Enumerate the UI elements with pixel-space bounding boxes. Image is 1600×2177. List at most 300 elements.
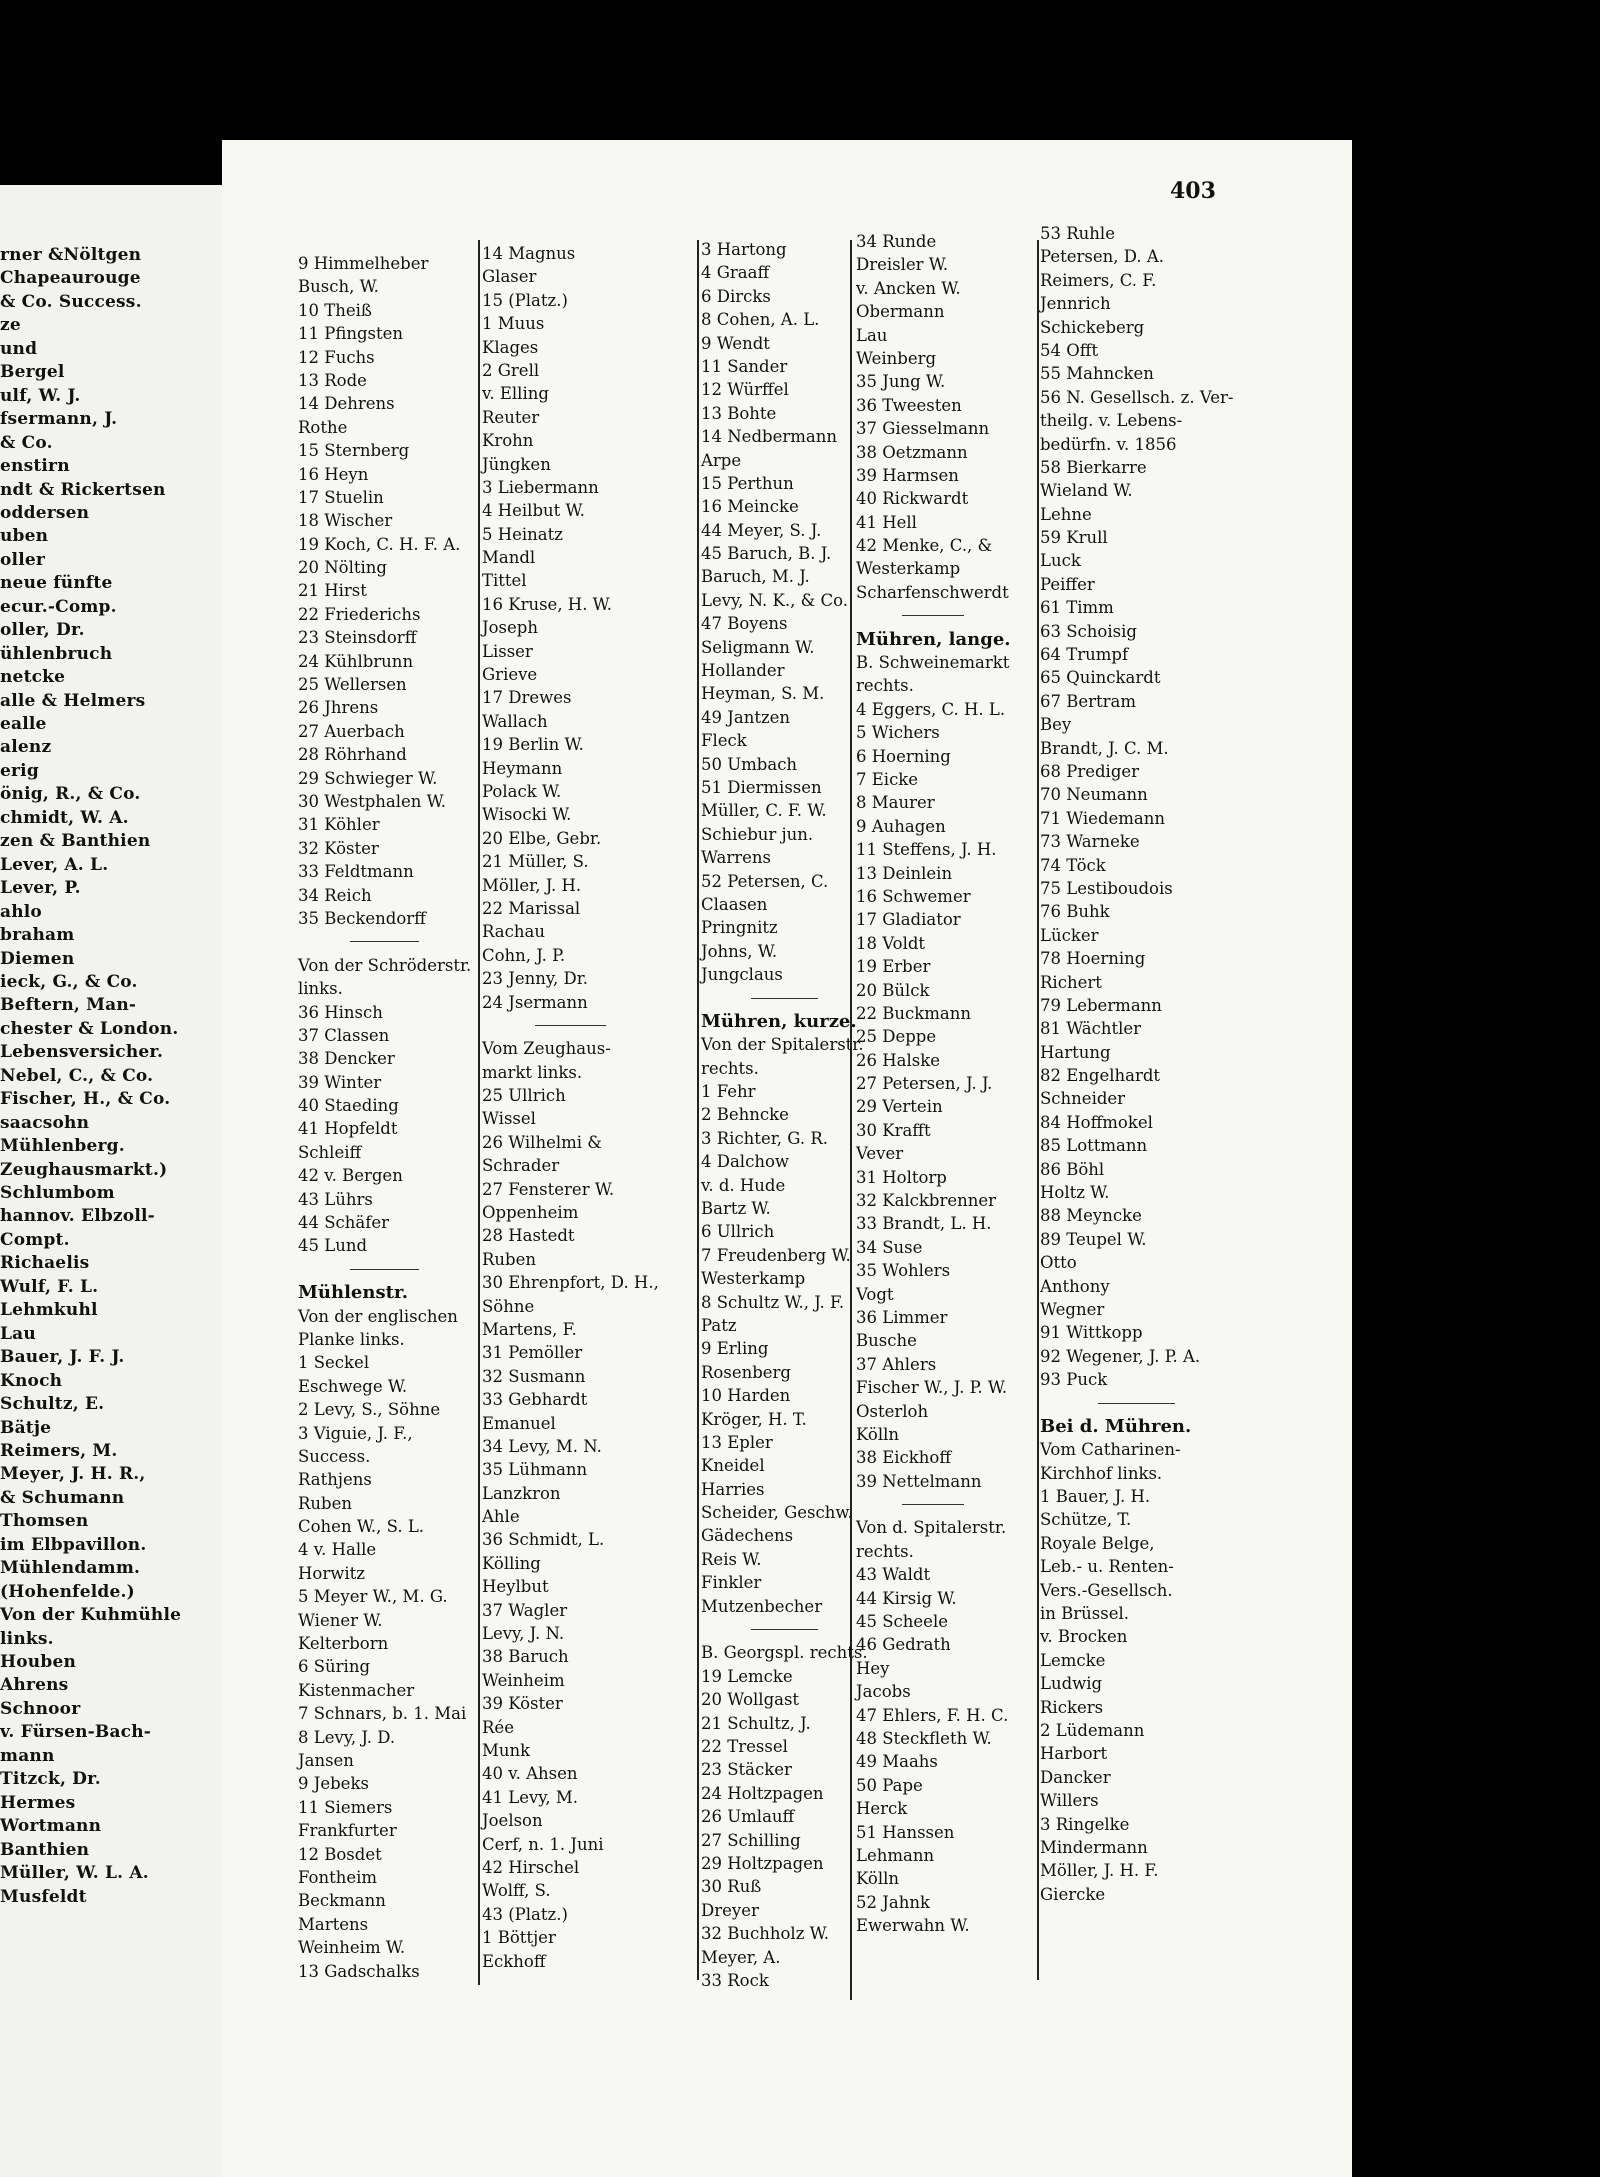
directory-entry: Weinberg <box>856 348 937 368</box>
directory-entry: Levy, N. K., & Co. <box>701 590 849 610</box>
directory-entry: Joseph <box>482 618 538 638</box>
left-page-line: neue fünfte <box>0 573 113 594</box>
left-page-line: Knoch <box>0 1370 63 1391</box>
left-page-line: zen & Banthien <box>0 831 151 852</box>
directory-entry: 10 Harden <box>701 1386 791 1406</box>
directory-entry: 13 Deinlein <box>856 863 953 883</box>
directory-entry: Von der englischen <box>298 1306 458 1326</box>
directory-entry: 18 Wischer <box>298 511 393 531</box>
directory-entry: Johns, W. <box>701 941 778 961</box>
left-page-line: & Schumann <box>0 1487 125 1508</box>
directory-entry: Klages <box>482 337 539 357</box>
directory-entry: 42 v. Bergen <box>298 1166 403 1186</box>
left-page-line: Lehmkuhl <box>0 1300 98 1321</box>
directory-entry: 26 Wilhelmi & <box>482 1132 602 1152</box>
left-page-line: hannov. Elbzoll- <box>0 1206 155 1227</box>
directory-entry: 28 Röhrhand <box>298 745 407 765</box>
directory-entry: bedürfn. v. 1856 <box>1040 434 1177 454</box>
directory-entry: 18 Voldt <box>856 933 926 953</box>
directory-entry: 43 (Platz.) <box>482 1904 568 1924</box>
directory-entry: 36 Schmidt, L. <box>482 1530 605 1550</box>
directory-entry: 4 Graaff <box>701 263 770 283</box>
directory-entry: 22 Tressel <box>701 1737 788 1756</box>
directory-entry: Reuter <box>482 407 540 427</box>
directory-entry: 45 Lund <box>298 1236 368 1256</box>
directory-entry: 89 Teupel W. <box>1040 1229 1147 1249</box>
left-page-line: ühlenbruch <box>0 643 113 664</box>
directory-entry: Rathjens <box>298 1470 372 1490</box>
left-page-line: Mühlendamm. <box>0 1558 141 1579</box>
directory-entry: Lanzkron <box>482 1483 561 1503</box>
left-page-line: fsermann, J. <box>0 409 118 430</box>
directory-entry: Otto <box>1040 1253 1077 1273</box>
directory-entry: 14 Nedbermann <box>701 427 837 447</box>
directory-entry: 38 Dencker <box>298 1049 395 1069</box>
directory-entry: Baruch, M. J. <box>701 567 810 587</box>
directory-entry: 3 Viguie, J. F., <box>298 1423 413 1443</box>
directory-entry: 11 Pfingsten <box>298 324 404 344</box>
directory-entry: Harbort <box>1040 1744 1108 1764</box>
directory-entry: Hartung <box>1040 1042 1111 1062</box>
directory-entry: Vogt <box>856 1284 894 1304</box>
directory-entry: 23 Steinsdorff <box>298 628 417 648</box>
directory-entry: Möller, J. H. F. <box>1040 1861 1159 1881</box>
directory-entry: Success. <box>298 1446 371 1466</box>
directory-entry: 7 Eicke <box>856 769 919 789</box>
directory-entry: 1 Fehr <box>701 1082 756 1102</box>
directory-entry: 16 Kruse, H. W. <box>482 594 613 614</box>
directory-entry: Mandl <box>482 548 536 568</box>
directory-entry: links. <box>298 979 343 999</box>
directory-entry: Westerkamp <box>856 559 961 579</box>
directory-entry: 24 Jsermann <box>482 992 588 1012</box>
directory-entry: Petersen, D. A. <box>1040 247 1165 267</box>
left-page-line: ndt & Rickertsen <box>0 479 166 500</box>
directory-entry: 58 Bierkarre <box>1040 457 1147 477</box>
left-page-line: Nebel, C., & Co. <box>0 1065 154 1086</box>
directory-entry: Schütze, T. <box>1040 1510 1132 1530</box>
directory-entry: v. Elling <box>482 384 549 404</box>
directory-entry: 47 Boyens <box>701 614 788 634</box>
left-page-line: Titzck, Dr. <box>0 1769 101 1790</box>
directory-entry: 52 Jahnk <box>856 1892 930 1912</box>
directory-entry: Scharfenschwerdt <box>856 582 1009 602</box>
directory-entry: Reis W. <box>701 1549 762 1569</box>
directory-entry: 79 Lebermann <box>1040 995 1162 1015</box>
directory-entry: 7 Freudenberg W. <box>701 1245 851 1265</box>
left-page-line: im Elbpavillon. <box>0 1534 147 1555</box>
left-page-line: Lever, P. <box>0 878 81 899</box>
directory-entry: Wallach <box>482 711 548 731</box>
left-page-line: rner &Nöltgen <box>0 245 142 265</box>
directory-entry: Grieve <box>482 665 538 685</box>
directory-entry: Kelterborn <box>298 1634 389 1654</box>
left-page-line: Zeughausmarkt.) <box>0 1159 168 1180</box>
directory-entry: 50 Pape <box>856 1775 923 1795</box>
directory-entry: 34 Suse <box>856 1237 923 1257</box>
left-page-line: Fischer, H., & Co. <box>0 1089 171 1110</box>
left-page-line: ze <box>0 315 21 336</box>
directory-entry: Schneider <box>1040 1089 1126 1109</box>
left-page-line: Musfeldt <box>0 1886 87 1907</box>
directory-entry: 40 v. Ahsen <box>482 1764 578 1784</box>
directory-entry: 15 Perthun <box>701 473 794 493</box>
directory-entry: 1 Muus <box>482 314 545 334</box>
directory-entry: Schleiff <box>298 1142 362 1162</box>
directory-entry: 34 Runde <box>856 232 937 251</box>
directory-entry: Levy, J. N. <box>482 1624 565 1644</box>
directory-entry: 35 Wohlers <box>856 1261 951 1281</box>
directory-entry: Jungclaus <box>701 965 783 985</box>
directory-entry: 29 Schwieger W. <box>298 768 438 788</box>
directory-entry: Eckhoff <box>482 1951 546 1971</box>
directory-entry: 44 Kirsig W. <box>856 1588 957 1608</box>
directory-entry: 3 Hartong <box>701 240 787 259</box>
directory-entry: Schickeberg <box>1040 317 1145 337</box>
left-page-line: Wortmann <box>0 1816 102 1837</box>
directory-entry: v. Brocken <box>1040 1627 1128 1647</box>
directory-entry: Vers.-Gesellsch. <box>1040 1580 1173 1600</box>
directory-entry: Scheider, Geschw. <box>701 1503 853 1523</box>
directory-entry: Harries <box>701 1479 765 1499</box>
directory-entry: 26 Halske <box>856 1050 940 1070</box>
directory-entry: 33 Feldtmann <box>298 862 414 882</box>
directory-entry: Emanuel <box>482 1413 556 1433</box>
left-page-line: Bergel <box>0 362 65 383</box>
directory-entry: Lehmann <box>856 1845 935 1865</box>
directory-entry: 36 Tweesten <box>856 395 962 415</box>
directory-entry: 33 Brandt, L. H. <box>856 1214 992 1234</box>
left-page-line: Meyer, J. H. R., <box>0 1464 146 1485</box>
directory-entry: Finkler <box>701 1573 762 1593</box>
directory-entry: Mindermann <box>1040 1837 1148 1857</box>
directory-entry: 13 Rode <box>298 370 367 390</box>
directory-entry: 26 Umlauff <box>701 1807 795 1827</box>
directory-entry: 20 Elbe, Gebr. <box>482 828 602 848</box>
directory-entry: 43 Lührs <box>298 1189 373 1209</box>
directory-entry: 30 Westphalen W. <box>298 791 446 811</box>
directory-entry: 13 Gadschalks <box>298 1961 420 1981</box>
directory-entry: 13 Epler <box>701 1432 773 1452</box>
directory-entry: 38 Oetzmann <box>856 442 968 462</box>
directory-entry: 29 Vertein <box>856 1097 943 1117</box>
directory-entry: Herck <box>856 1799 908 1819</box>
directory-entry: 15 (Platz.) <box>482 290 568 310</box>
left-page-line: braham <box>0 925 75 946</box>
section-divider <box>856 1493 1011 1516</box>
left-page-line: mann <box>0 1745 55 1766</box>
left-page-line: ealle <box>0 714 47 734</box>
directory-entry: 40 Staeding <box>298 1096 399 1116</box>
left-page-line: oddersen <box>0 502 90 523</box>
directory-entry: Vever <box>856 1144 904 1164</box>
directory-entry: 44 Meyer, S. J. <box>701 520 822 540</box>
left-page-line: Schlumbom <box>0 1183 115 1203</box>
directory-entry: 27 Auerbach <box>298 721 405 741</box>
directory-entry: Kölln <box>856 1869 899 1889</box>
directory-entry: 30 Ruß <box>701 1877 762 1897</box>
directory-entry: 93 Puck <box>1040 1370 1108 1390</box>
column-rule-2 <box>697 240 699 1980</box>
directory-entry: Reimers, C. F. <box>1040 270 1157 290</box>
directory-entry: Kirchhof links. <box>1040 1463 1163 1483</box>
directory-entry: 65 Quinckardt <box>1040 668 1161 688</box>
directory-entry: 33 Rock <box>701 1970 769 1990</box>
directory-entry: Vom Zeughaus- <box>482 1039 611 1059</box>
directory-entry: 19 Erber <box>856 957 931 977</box>
left-page-line: oller <box>0 549 46 570</box>
directory-entry: Holtz W. <box>1040 1183 1110 1203</box>
directory-entry: 2 Lüdemann <box>1040 1721 1145 1740</box>
directory-column-3 <box>701 238 868 1992</box>
directory-entry: Jansen <box>298 1751 354 1770</box>
directory-entry: 49 Maahs <box>856 1752 938 1772</box>
left-page-line: uben <box>0 526 49 547</box>
directory-entry: Horwitz <box>298 1563 365 1583</box>
directory-entry: 22 Buckmann <box>856 1003 971 1023</box>
directory-entry: Fischer W., J. P. W. <box>856 1378 1008 1398</box>
directory-entry: 5 Meyer W., M. G. <box>298 1587 448 1607</box>
directory-entry: 35 Beckendorff <box>298 908 426 928</box>
directory-entry: 11 Steffens, J. H. <box>856 840 997 860</box>
directory-entry: 25 Ullrich <box>482 1086 566 1106</box>
directory-entry: B. Schweinemarkt <box>856 653 1010 673</box>
directory-entry: 78 Hoerning <box>1040 949 1146 969</box>
directory-entry: 68 Prediger <box>1040 761 1140 781</box>
section-divider <box>298 1258 471 1281</box>
left-page-line: chester & London. <box>0 1018 179 1039</box>
directory-entry: Bey <box>1040 715 1072 735</box>
directory-entry: Söhne <box>482 1296 535 1316</box>
directory-entry: Jacobs <box>856 1682 911 1702</box>
directory-entry: Lücker <box>1040 925 1099 945</box>
directory-entry: 75 Lestiboudois <box>1040 878 1173 898</box>
directory-entry: 42 Menke, C., & <box>856 536 993 556</box>
directory-entry: 2 Grell <box>482 360 540 380</box>
directory-entry: 20 Bülck <box>856 980 930 1000</box>
directory-entry: 27 Petersen, J. J. <box>856 1074 993 1094</box>
directory-entry: Westerkamp <box>701 1269 806 1289</box>
directory-entry: 1 Seckel <box>298 1353 370 1373</box>
directory-entry: 61 Timm <box>1040 598 1114 618</box>
directory-entry: Müller, C. F. W. <box>701 801 827 821</box>
directory-entry: 22 Friederichs <box>298 604 421 624</box>
directory-entry: 3 Liebermann <box>482 477 599 497</box>
directory-entry: Fontheim <box>298 1867 378 1887</box>
directory-entry: 74 Töck <box>1040 855 1106 875</box>
directory-entry: Möller, J. H. <box>482 875 582 895</box>
left-page-line: Chapeaurouge <box>0 268 141 289</box>
left-page-line: & Co. Success. <box>0 291 142 312</box>
directory-entry: Royale Belge, <box>1040 1533 1155 1553</box>
left-page-line: Lebensversicher. <box>0 1042 164 1063</box>
directory-entry: 92 Wegener, J. P. A. <box>1040 1346 1201 1366</box>
directory-entry: Busch, W. <box>298 277 379 297</box>
directory-entry: 59 Krull <box>1040 528 1108 548</box>
directory-entry: Peiffer <box>1040 574 1095 594</box>
directory-entry: 11 Sander <box>701 356 788 376</box>
section-divider <box>298 930 471 953</box>
directory-entry: Pringnitz <box>701 918 778 938</box>
left-page-line: Richaelis <box>0 1253 90 1274</box>
directory-entry: 9 Wendt <box>701 333 770 353</box>
directory-entry: Brandt, J. C. M. <box>1040 738 1169 758</box>
directory-entry: Cohn, J. P. <box>482 945 566 965</box>
directory-entry: 4 v. Halle <box>298 1540 377 1560</box>
directory-entry: 44 Schäfer <box>298 1213 390 1233</box>
directory-entry: Kistenmacher <box>298 1680 415 1700</box>
directory-entry: 64 Trumpf <box>1040 645 1129 665</box>
left-page-line: erig <box>0 760 39 781</box>
directory-entry: 85 Lottmann <box>1040 1136 1148 1156</box>
directory-entry: in Brüssel. <box>1040 1604 1130 1624</box>
directory-entry: theilg. v. Lebens- <box>1040 411 1183 431</box>
directory-entry: 34 Reich <box>298 885 372 905</box>
directory-entry: Weinheim W. <box>298 1938 406 1958</box>
directory-entry: 23 Jenny, Dr. <box>482 969 589 989</box>
directory-entry: 55 Mahncken <box>1040 364 1154 384</box>
directory-entry: 84 Hoffmokel <box>1040 1112 1153 1132</box>
directory-entry: Wieland W. <box>1040 481 1133 501</box>
directory-column-4 <box>856 230 1011 1938</box>
directory-entry: Kölling <box>482 1553 541 1573</box>
directory-entry: Ahle <box>482 1507 520 1527</box>
directory-entry: 32 Kalckbrenner <box>856 1191 997 1211</box>
directory-entry: 9 Auhagen <box>856 816 946 836</box>
left-page-line: Wulf, F. L. <box>0 1276 99 1297</box>
left-page-line: ulf, W. J. <box>0 385 81 406</box>
directory-entry: 67 Bertram <box>1040 691 1137 711</box>
directory-entry: 23 Stäcker <box>701 1760 792 1780</box>
left-page-line: & Co. <box>0 432 53 453</box>
directory-entry: 8 Schultz W., J. F. <box>701 1292 845 1312</box>
directory-entry: 54 Offt <box>1040 340 1099 360</box>
directory-entry: 17 Drewes <box>482 688 572 708</box>
directory-entry: Rachau <box>482 922 545 942</box>
left-page-line: links. <box>0 1628 54 1649</box>
directory-entry: Schiebur jun. <box>701 824 814 844</box>
left-page-line: und <box>0 338 38 359</box>
directory-entry: 26 Jhrens <box>298 698 379 718</box>
directory-entry: Polack W. <box>482 781 562 801</box>
directory-entry: 12 Würffel <box>701 380 789 400</box>
directory-entry: Kneidel <box>701 1456 765 1476</box>
directory-entry: 40 Rickwardt <box>856 489 969 509</box>
directory-entry: Wissel <box>482 1109 536 1129</box>
directory-entry: 5 Wichers <box>856 723 940 743</box>
directory-entry: Rothe <box>298 417 348 437</box>
directory-entry: 4 Dalchow <box>701 1152 790 1172</box>
directory-entry: Osterloh <box>856 1401 929 1421</box>
directory-entry: 4 Heilbut W. <box>482 501 585 521</box>
directory-entry: 32 Susmann <box>482 1366 586 1386</box>
directory-entry: 20 Wollgast <box>701 1690 800 1710</box>
directory-entry: 12 Bosdet <box>298 1844 382 1864</box>
directory-entry: Wisocki W. <box>482 805 572 825</box>
directory-entry: 30 Ehrenpfort, D. H., <box>482 1273 659 1293</box>
directory-entry: 19 Koch, C. H. F. A. <box>298 534 461 554</box>
directory-entry: Jüngken <box>482 454 551 474</box>
left-page-line: Von der Kuhmühle <box>0 1605 182 1626</box>
directory-entry: Cerf, n. 1. Juni <box>482 1834 604 1854</box>
directory-entry: 34 Levy, M. N. <box>482 1436 602 1456</box>
directory-entry: 49 Jantzen <box>701 707 791 727</box>
directory-entry: 30 Krafft <box>856 1120 931 1140</box>
directory-entry: 41 Levy, M. <box>482 1787 579 1807</box>
directory-entry: Leb.- u. Renten- <box>1040 1557 1174 1577</box>
directory-entry: Heymann <box>482 758 563 778</box>
directory-entry: 14 Dehrens <box>298 394 395 414</box>
directory-entry: 7 Schnars, b. 1. Mai <box>298 1704 467 1724</box>
directory-entry: 35 Lühmann <box>482 1460 588 1480</box>
directory-entry: 33 Gebhardt <box>482 1390 588 1410</box>
directory-entry: Obermann <box>856 302 945 322</box>
directory-entry: markt links. <box>482 1062 583 1082</box>
directory-entry: 6 Dircks <box>701 286 771 306</box>
directory-entry: Arpe <box>701 450 742 470</box>
left-page-line: Compt. <box>0 1229 70 1250</box>
directory-entry: 24 Kühlbrunn <box>298 651 414 671</box>
directory-entry: 6 Hoerning <box>856 746 951 766</box>
directory-entry: 6 Süring <box>298 1657 371 1677</box>
directory-entry: 24 Holtzpagen <box>701 1783 824 1803</box>
directory-entry: 35 Jung W. <box>856 372 946 392</box>
left-page-line: Schultz, E. <box>0 1394 105 1415</box>
left-page-line: Mühlenberg. <box>0 1136 125 1157</box>
directory-entry: Busche <box>856 1331 917 1351</box>
directory-entry: 8 Levy, J. D. <box>298 1727 396 1747</box>
directory-entry: Claasen <box>701 894 768 914</box>
directory-entry: Meyer, A. <box>701 1947 781 1967</box>
directory-entry: Oppenheim <box>482 1203 579 1223</box>
directory-entry: Seligmann W. <box>701 637 815 657</box>
directory-entry: 36 Limmer <box>856 1307 948 1327</box>
directory-entry: 11 Siemers <box>298 1797 393 1817</box>
directory-entry: Luck <box>1040 551 1081 571</box>
directory-entry: 43 Waldt <box>856 1565 931 1585</box>
left-page-line: alenz <box>0 737 52 758</box>
column-rule-1 <box>478 240 480 1985</box>
directory-entry: Beckmann <box>298 1891 386 1911</box>
section-divider <box>701 1618 868 1641</box>
left-page-line: Bätje <box>0 1417 52 1438</box>
directory-entry: 70 Neumann <box>1040 785 1148 805</box>
directory-entry: Eschwege W. <box>298 1376 408 1396</box>
directory-entry: Frankfurter <box>298 1821 397 1841</box>
directory-entry: 10 Theiß <box>298 300 372 320</box>
directory-entry: Hollander <box>701 661 785 681</box>
directory-entry: Ewerwahn W. <box>856 1916 970 1936</box>
left-page-line: ieck, G., & Co. <box>0 971 138 992</box>
directory-entry: Martens, F. <box>482 1319 577 1339</box>
directory-entry: 15 Sternberg <box>298 441 410 461</box>
directory-entry: 88 Meyncke <box>1040 1206 1142 1226</box>
directory-entry: Schrader <box>482 1156 560 1176</box>
directory-entry: 50 Umbach <box>701 754 798 774</box>
directory-entry: Richert <box>1040 972 1102 992</box>
directory-entry: 38 Baruch <box>482 1647 569 1667</box>
left-page-line: Hermes <box>0 1792 76 1813</box>
directory-entry: 45 Baruch, B. J. <box>701 544 832 564</box>
section-divider <box>701 987 868 1010</box>
left-page-line: alle & Helmers <box>0 690 146 711</box>
directory-entry: 19 Lemcke <box>701 1666 793 1686</box>
directory-entry: 41 Hopfeldt <box>298 1119 398 1139</box>
directory-entry: rechts. <box>856 1541 914 1561</box>
directory-entry: 21 Müller, S. <box>482 852 589 872</box>
directory-entry: 3 Ringelke <box>1040 1814 1130 1834</box>
left-page-line: Banthien <box>0 1839 90 1860</box>
